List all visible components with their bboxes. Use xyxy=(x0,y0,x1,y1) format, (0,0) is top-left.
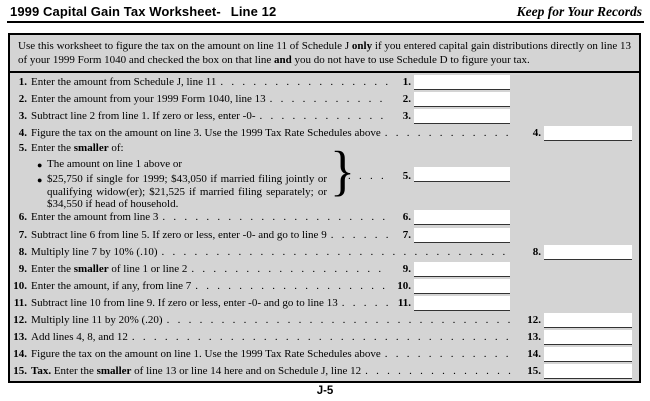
text: Enter the xyxy=(31,142,74,155)
entry-label: 5. xyxy=(402,170,411,183)
line-4-amount-field[interactable] xyxy=(544,126,632,141)
dot-leader xyxy=(162,246,515,260)
line-number: 9. xyxy=(18,262,27,275)
worksheet-row-1 xyxy=(10,73,639,90)
text: of line 13 or line 14 here and on Schedule J, line 12 xyxy=(131,365,362,378)
line-text xyxy=(31,314,163,328)
line-text xyxy=(31,110,256,124)
dot-leader xyxy=(260,110,388,124)
worksheet-row-15 xyxy=(10,362,639,379)
text: The amount on line 1 above or xyxy=(47,157,183,170)
line-number: 2. xyxy=(18,93,27,106)
emphasized-text: Tax. xyxy=(31,365,52,378)
entry-label: 4. xyxy=(532,127,541,140)
text: of: xyxy=(108,142,124,155)
dot-leader xyxy=(385,127,514,141)
line-5-content xyxy=(31,142,327,211)
worksheet-row-5 xyxy=(10,141,639,211)
worksheet-row-8 xyxy=(10,243,639,260)
text: Enter the amount from line 3 xyxy=(31,211,159,224)
line-1-amount-field[interactable] xyxy=(414,75,510,90)
worksheet-row-10 xyxy=(10,277,639,294)
entry-label: 8. xyxy=(532,245,541,258)
entry-label: 14. xyxy=(527,348,541,361)
entry-label: 10. xyxy=(397,279,411,292)
emphasized-text: smaller xyxy=(73,262,109,275)
header-rule xyxy=(7,21,644,23)
text: Use this worksheet to figure the tax on the amount on line 11 of Schedule J xyxy=(18,40,352,52)
page-title xyxy=(10,4,276,19)
line-text xyxy=(31,229,327,243)
line-10-amount-field[interactable] xyxy=(414,279,510,294)
text: $25,750 if single for 1999; $43,050 if married filing jointly or qualifying widow(er); $21,525 if married filing separately; or $34,550 if head of household. xyxy=(47,173,327,211)
line-number: 3. xyxy=(18,110,27,123)
line-number: 4. xyxy=(18,127,27,140)
worksheet-row-11 xyxy=(10,294,639,311)
text: of line 1 or line 2 xyxy=(108,262,188,275)
entry-label: 1. xyxy=(402,76,411,89)
line-text xyxy=(31,211,158,225)
dot-leader xyxy=(385,348,514,362)
line-text xyxy=(31,76,216,90)
line-8-amount-field[interactable] xyxy=(544,245,632,260)
line-2-amount-field[interactable] xyxy=(414,92,510,107)
dot-leader xyxy=(365,365,514,379)
line-15-amount-field[interactable] xyxy=(544,364,632,379)
worksheet-row-3 xyxy=(10,107,639,124)
dot-leader: . . . . xyxy=(348,170,384,183)
entry-label: 9. xyxy=(402,262,411,275)
line-number: 15. xyxy=(13,365,27,378)
line-text xyxy=(31,93,266,107)
text: Enter the amount, if any, from line 7 xyxy=(31,279,192,292)
text: Subtract line 6 from line 5. If zero or less, enter -0- and go to line 9 xyxy=(31,228,327,241)
bullet-text xyxy=(47,158,327,172)
entry-label: 11. xyxy=(397,296,411,309)
line-text xyxy=(31,297,338,311)
line-5-bullet-1 xyxy=(31,158,327,172)
dot-leader xyxy=(132,331,514,345)
line-number: 7. xyxy=(18,228,27,241)
intro-paragraph xyxy=(10,35,639,73)
worksheet-panel xyxy=(8,33,641,383)
text: Figure the tax on the amount on line 3. Use the 1999 Tax Rate Schedules above xyxy=(31,127,381,140)
text: Enter the xyxy=(51,365,97,378)
text: Enter the amount from Schedule J, line 11 xyxy=(31,76,217,89)
text: if you entered capital gain distributions directly on line 13 of your 1999 Form 1040 and checked the box on that line xyxy=(18,40,631,66)
line-5-amount-field[interactable] xyxy=(414,167,510,182)
text: Figure the tax on the amount on line 1. Use the 1999 Tax Rate Schedules above xyxy=(31,348,381,361)
dot-leader xyxy=(195,280,388,294)
worksheet-row-12 xyxy=(10,311,639,328)
worksheet-row-4 xyxy=(10,124,639,141)
line-6-amount-field[interactable] xyxy=(414,210,510,225)
dot-leader xyxy=(220,76,388,90)
worksheet-row-2 xyxy=(10,90,639,107)
line-13-amount-field[interactable] xyxy=(544,330,632,345)
text: Multiply line 11 by 20% (.20) xyxy=(31,314,163,327)
title-line-12: Line 12 xyxy=(230,4,277,19)
entry-label: 3. xyxy=(402,110,411,123)
line-number: 14. xyxy=(13,348,27,361)
line-5-bullet-2 xyxy=(31,173,327,211)
line-12-amount-field[interactable] xyxy=(544,313,632,328)
page-number: J-5 xyxy=(316,385,334,397)
entry-label: 2. xyxy=(402,93,411,106)
emphasized-text: and xyxy=(274,54,292,66)
worksheet-row-7 xyxy=(10,225,639,242)
line-number: 10. xyxy=(13,279,27,292)
line-3-amount-field[interactable] xyxy=(414,109,510,124)
dot-leader xyxy=(162,211,388,225)
line-7-amount-field[interactable] xyxy=(414,228,510,243)
entry-label: 7. xyxy=(402,228,411,241)
entry-label: 6. xyxy=(402,211,411,224)
text: you do not have to use Schedule D to figure your tax. xyxy=(291,54,530,66)
line-text xyxy=(31,348,381,362)
emphasized-text: smaller xyxy=(73,142,109,155)
header xyxy=(10,4,642,20)
title-main: 1999 Capital Gain Tax Worksheet- xyxy=(10,4,221,19)
line-text xyxy=(31,127,381,141)
line-text xyxy=(31,263,187,277)
emphasized-text: smaller xyxy=(96,365,132,378)
dot-leader xyxy=(167,314,514,328)
bullet-text xyxy=(47,173,327,211)
text: Subtract line 2 from line 1. If zero or less, enter -0- xyxy=(31,110,256,123)
right-brace-glyph: } xyxy=(330,142,355,203)
dot-leader xyxy=(191,263,388,277)
emphasized-text: only xyxy=(351,40,373,52)
line-5-heading xyxy=(31,142,327,155)
worksheet-row-14 xyxy=(10,345,639,362)
worksheet-row-9 xyxy=(10,260,639,277)
worksheet-row-6 xyxy=(10,208,639,225)
line-text xyxy=(31,331,128,345)
line-number: 5. xyxy=(18,142,27,155)
line-9-amount-field[interactable] xyxy=(414,262,510,277)
line-number: 11. xyxy=(13,296,27,309)
bullet-icon: ● xyxy=(37,159,43,170)
line-text xyxy=(31,246,158,260)
line-number: 6. xyxy=(18,211,27,224)
text: Enter the xyxy=(31,262,74,275)
dot-leader xyxy=(331,229,388,243)
line-text xyxy=(31,365,361,379)
worksheet-row-13 xyxy=(10,328,639,345)
bullet-icon: ● xyxy=(37,175,43,186)
text: Enter the amount from your 1999 Form 1040, line 13 xyxy=(31,93,266,106)
entry-label: 15. xyxy=(527,365,541,378)
line-11-amount-field[interactable] xyxy=(414,296,510,311)
entry-label: 12. xyxy=(527,314,541,327)
line-text xyxy=(31,280,191,294)
dot-leader xyxy=(270,93,388,107)
keep-for-your-records-label: Keep for Your Records xyxy=(516,4,642,19)
worksheet-rows xyxy=(10,73,639,381)
line-14-amount-field[interactable] xyxy=(544,347,632,362)
line-number: 12. xyxy=(13,314,27,327)
line-number: 1. xyxy=(18,76,27,89)
entry-label: 13. xyxy=(527,331,541,344)
line-number: 13. xyxy=(13,331,27,344)
text: Subtract line 10 from line 9. If zero or less, enter -0- and go to line 13 xyxy=(31,296,338,309)
text: Add lines 4, 8, and 12 xyxy=(31,331,128,344)
line-number: 8. xyxy=(18,245,27,258)
dot-leader xyxy=(342,297,388,311)
text: Multiply line 7 by 10% (.10) xyxy=(31,245,158,258)
